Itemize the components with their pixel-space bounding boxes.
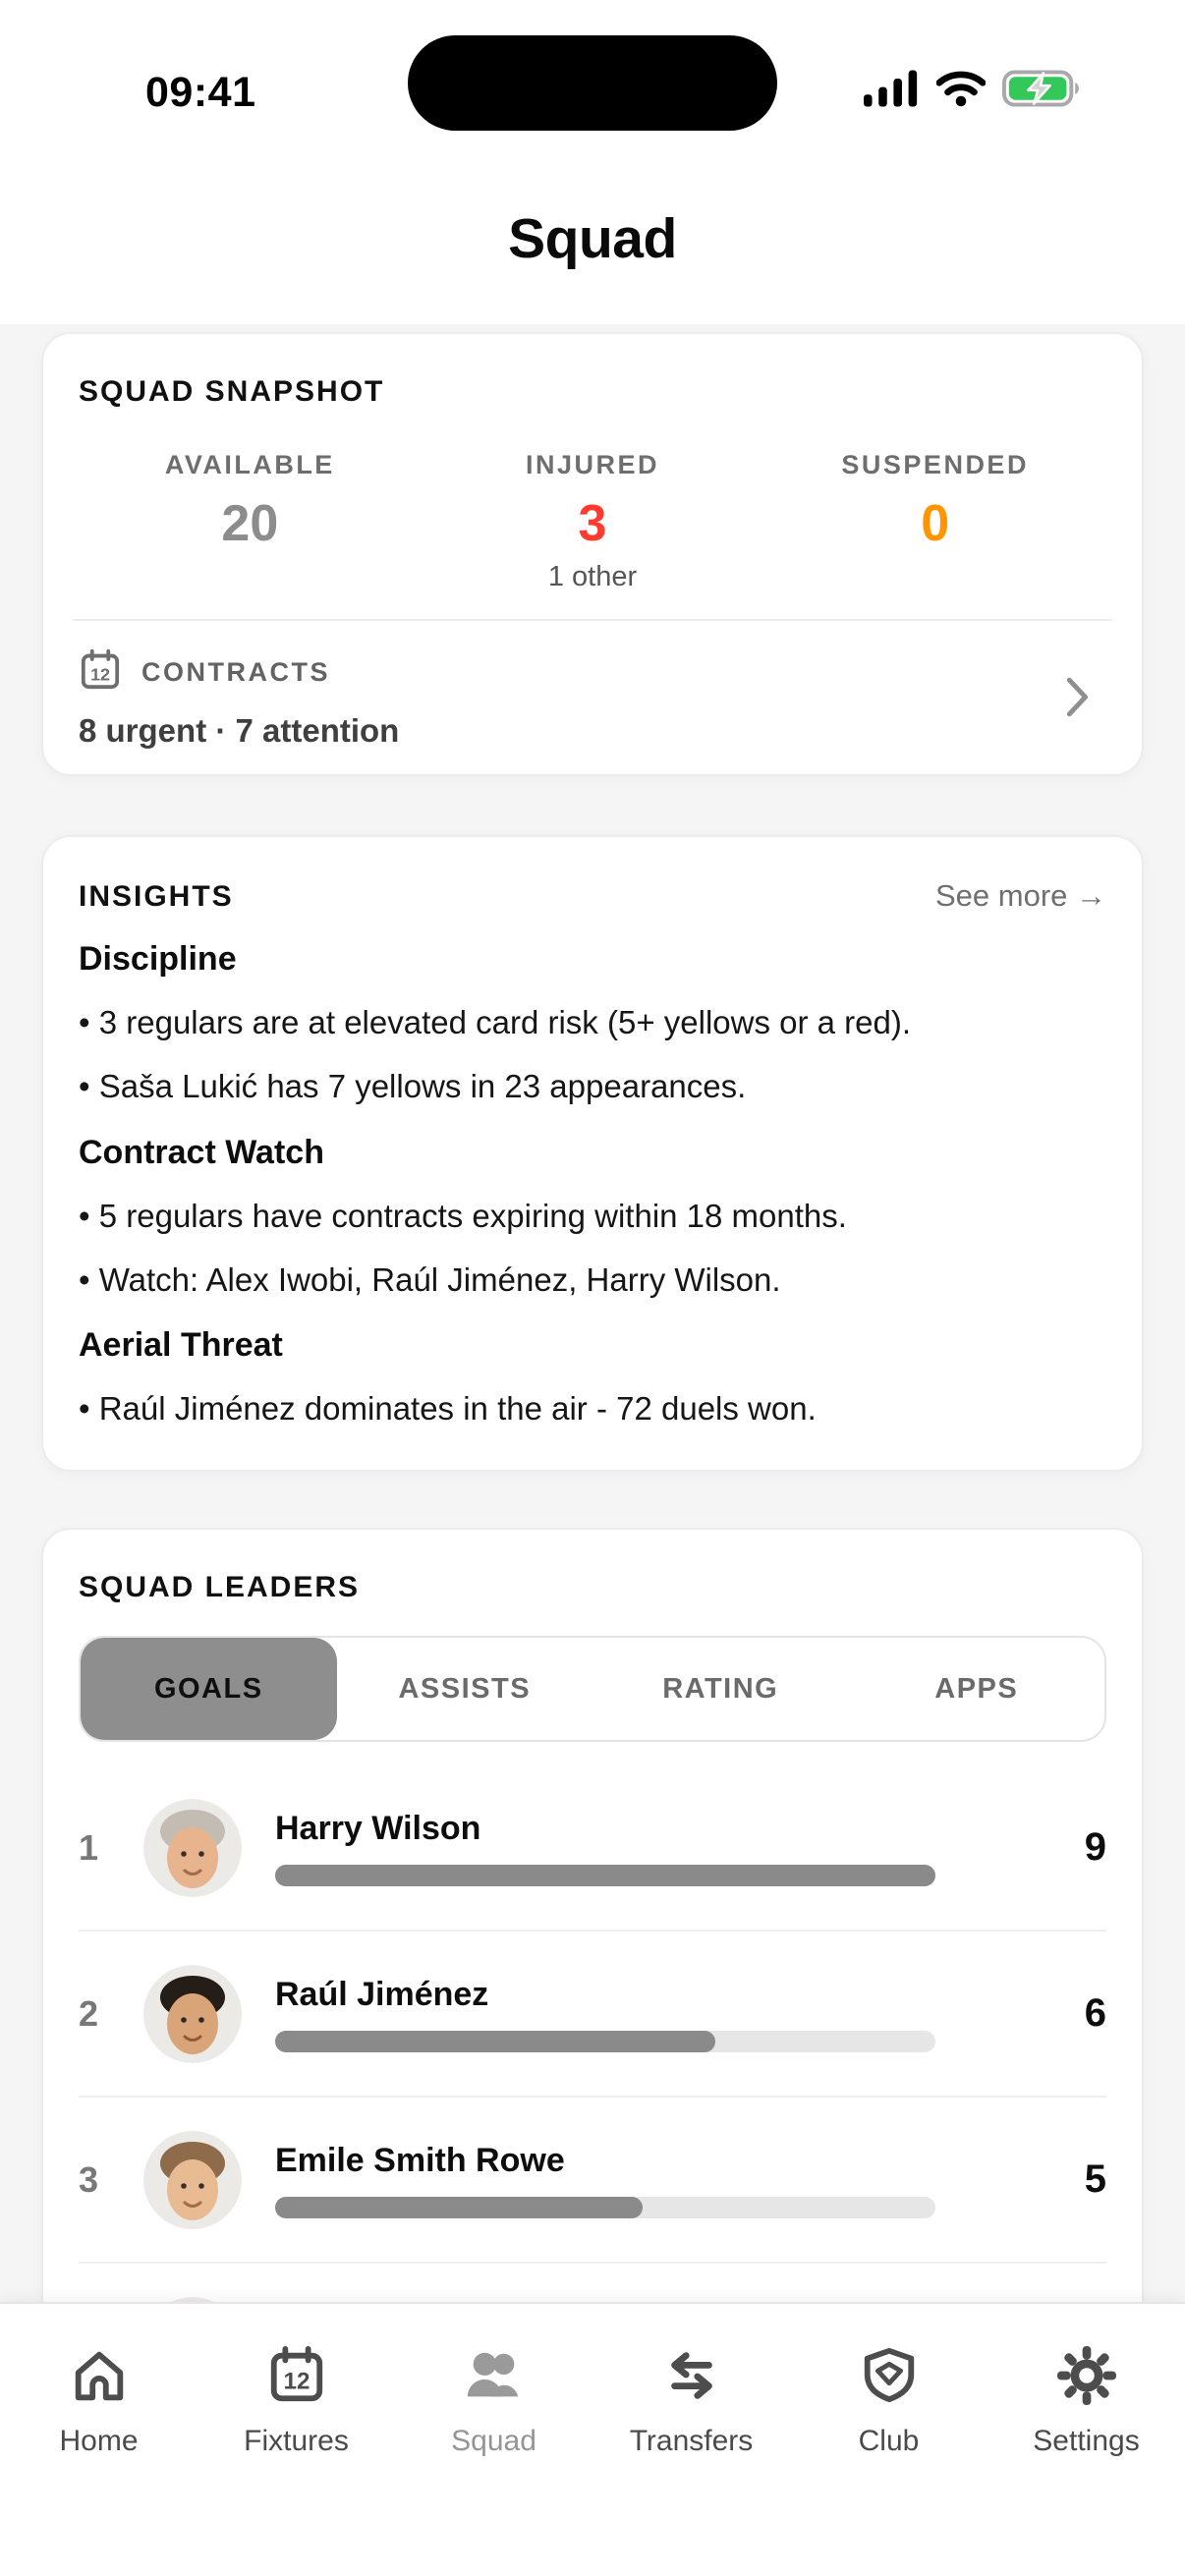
- insights-section-heading: Discipline: [79, 940, 237, 978]
- leader-bar-fill: [275, 2031, 715, 2052]
- battery-charging-icon: [1002, 69, 1083, 113]
- stat-suspended-value: 0: [921, 495, 950, 552]
- insights-bullet: • 3 regulars are at elevated card risk (5+ yellows or a red).: [79, 1004, 912, 1040]
- scroll-content: [0, 324, 1185, 2576]
- stat-suspended: SUSPENDED 0: [763, 450, 1106, 553]
- leader-bar-track: [275, 2031, 935, 2052]
- status-time: 09:41: [145, 69, 256, 116]
- leader-value: 5: [1084, 2157, 1106, 2201]
- calendar-icon: [266, 2345, 327, 2411]
- leaders-title: SQUAD LEADERS: [79, 1571, 361, 1603]
- leader-bar-track: [275, 1865, 935, 1886]
- insights-section-heading: Contract Watch: [79, 1133, 324, 1171]
- insights-card: [41, 835, 1144, 1472]
- chevron-right-icon[interactable]: [1065, 675, 1091, 723]
- avatar: [143, 1965, 242, 2063]
- contracts-summary: 8 urgent · 7 attention: [79, 712, 400, 749]
- leader-row[interactable]: [79, 1765, 1106, 1932]
- stat-injured: INJURED 3: [422, 450, 764, 553]
- divider: [73, 619, 1112, 621]
- insights-title: INSIGHTS: [79, 880, 234, 913]
- leader-rank: 1: [79, 1826, 99, 1868]
- tab-assists[interactable]: ASSISTS: [398, 1672, 532, 1705]
- leader-name: Harry Wilson: [275, 1809, 481, 1847]
- cellular-signal-icon: [864, 70, 920, 113]
- insights-bullet: • Saša Lukić has 7 yellows in 23 appearances.: [79, 1068, 747, 1105]
- leader-rank: 2: [79, 1992, 99, 2034]
- avatar: [143, 2131, 242, 2229]
- injured-other-note: 1 other: [547, 561, 638, 592]
- stat-available-value: 20: [221, 495, 279, 552]
- tab-fixtures[interactable]: 12 Fixtures: [198, 2345, 395, 2576]
- tab-club[interactable]: Club: [790, 2345, 988, 2576]
- leader-name: Emile Smith Rowe: [275, 2141, 565, 2179]
- dynamic-island: [408, 35, 777, 131]
- insights-bullet: • 5 regulars have contracts expiring within 18 months.: [79, 1197, 847, 1234]
- tab-rating[interactable]: RATING: [662, 1672, 779, 1705]
- transfers-icon: [661, 2345, 722, 2411]
- stat-injured-value: 3: [578, 495, 607, 552]
- leader-row[interactable]: [79, 2098, 1106, 2264]
- bottom-tab-bar: [0, 2302, 1185, 2576]
- contracts-label: CONTRACTS: [141, 657, 330, 687]
- shield-icon: [859, 2345, 920, 2411]
- leader-bar-fill: [275, 2197, 643, 2218]
- tab-squad[interactable]: Squad: [395, 2345, 592, 2576]
- avatar: [143, 1799, 242, 1897]
- squad-snapshot-card: [41, 332, 1144, 776]
- leader-rank: 3: [79, 2158, 99, 2200]
- snapshot-title: SQUAD SNAPSHOT: [79, 375, 385, 408]
- leader-value: 9: [1084, 1825, 1106, 1869]
- insights-bullet: • Raúl Jiménez dominates in the air - 72 duels won.: [79, 1390, 817, 1427]
- leader-value: 6: [1084, 1991, 1106, 2035]
- svg-text:12: 12: [283, 2368, 310, 2395]
- svg-text:12: 12: [90, 664, 110, 685]
- snapshot-stats: [79, 450, 1106, 553]
- tab-apps[interactable]: APPS: [934, 1672, 1019, 1705]
- contracts-row[interactable]: [79, 648, 1106, 750]
- calendar-12-icon: [79, 648, 122, 697]
- wifi-icon: [936, 70, 986, 112]
- tab-home[interactable]: Home: [0, 2345, 198, 2576]
- insights-section-heading: Aerial Threat: [79, 1326, 283, 1364]
- stat-available: AVAILABLE 20: [79, 450, 422, 553]
- leader-row[interactable]: [79, 1932, 1106, 2098]
- gear-icon: [1056, 2345, 1117, 2411]
- leader-bar-fill: [275, 1865, 935, 1886]
- leader-name: Raúl Jiménez: [275, 1975, 489, 2013]
- insights-bullet: • Watch: Alex Iwobi, Raúl Jiménez, Harry Wilson.: [79, 1260, 781, 1298]
- tab-settings[interactable]: Settings: [988, 2345, 1185, 2576]
- tab-goals[interactable]: GOALS: [81, 1638, 337, 1740]
- leaders-tab-control: [79, 1636, 1106, 1742]
- see-more-link[interactable]: See more →: [934, 878, 1106, 913]
- page-title: Squad: [508, 207, 677, 270]
- status-bar: [0, 0, 1185, 138]
- leader-bar-track: [275, 2197, 935, 2218]
- tab-transfers[interactable]: Transfers: [592, 2345, 790, 2576]
- people-icon: [462, 2345, 527, 2411]
- status-icons: [864, 69, 1083, 113]
- home-icon: [69, 2345, 130, 2411]
